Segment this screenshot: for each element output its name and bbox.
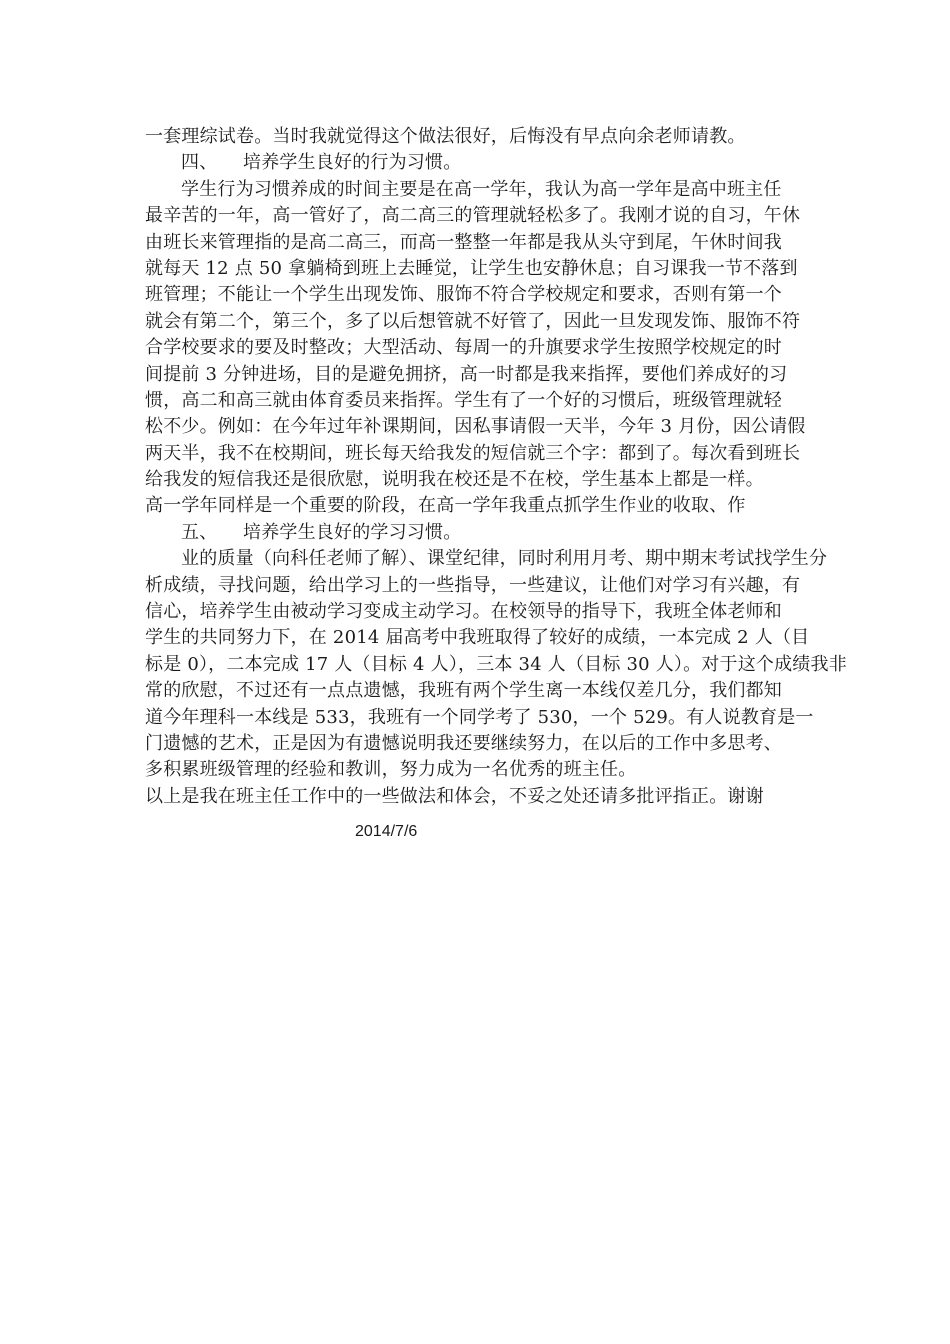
section-title: 培养学生良好的学习习惯。	[243, 521, 462, 543]
section-title: 培养学生良好的行为习惯。	[243, 152, 462, 174]
text-line: 间提前 3 分钟进场，目的是避免拥挤，高一时都是我来指挥，要他们养成好的习	[145, 363, 788, 385]
text-line: 由班长来管理指的是高二高三，而高一整整一年都是我从头守到尾，午休时间我	[145, 231, 782, 253]
text-line: 多积累班级管理的经验和教训，努力成为一名优秀的班主任。	[145, 759, 637, 781]
text-line: 学生的共同努力下，在 2014 届高考中我班取得了较好的成绩，一本完成 2 人（目	[145, 627, 810, 649]
text-line: 标是 0），二本完成 17 人（目标 4 人），三本 34 人（目标 30 人）。对于这个成绩我非	[145, 653, 847, 675]
text-line: 松不少。例如：在今年过年补课期间，因私事请假一天半，今年 3 月份，因公请假	[145, 416, 806, 438]
section-number: 四、	[181, 152, 218, 174]
text-line: 道今年理科一本线是 533，我班有一个同学考了 530，一个 529。有人说教育是一	[145, 706, 814, 728]
paragraph-first-line: 业的质量（向科任老师了解）、课堂纪律，同时利用月考、期中期末考试找学生分	[181, 548, 828, 570]
section-heading-four	[145, 150, 815, 176]
text-line: 高一学年同样是一个重要的阶段，在高一学年我重点抓学生作业的收取、作	[145, 495, 746, 517]
text-line: 最辛苦的一年，高一管好了，高二高三的管理就轻松多了。我刚才说的自习，午休	[145, 205, 801, 227]
text-line: 信心，培养学生由被动学习变成主动学习。在校领导的指导下，我班全体老师和	[145, 601, 782, 623]
text-line: 两天半，我不在校期间，班长每天给我发的短信就三个字：都到了。每次看到班长	[145, 442, 801, 464]
text-line: 门遗憾的艺术，正是因为有遗憾说明我还要继续努力，在以后的工作中多思考、	[145, 732, 782, 754]
text-line: 一套理综试卷。当时我就觉得这个做法很好，后悔没有早点向余老师请教。	[145, 126, 746, 147]
text-line: 班管理；不能让一个学生出现发饰、服饰不符合学校规定和要求，否则有第一个	[145, 284, 782, 306]
text-line: 常的欣慰，不过还有一点点遗憾，我班有两个学生离一本线仅差几分，我们都知	[145, 680, 782, 702]
text-line: 就每天 12 点 50 拿躺椅到班上去睡觉，让学生也安静休息；自习课我一节不落到	[145, 257, 798, 279]
document-date: 2014/7/6	[355, 823, 418, 840]
document-body	[145, 124, 847, 837]
text-line: 就会有第二个，第三个，多了以后想管就不好管了，因此一旦发现发饰、服饰不符	[145, 310, 801, 332]
text-line: 惯，高二和高三就由体育委员来指挥。学生有了一个好的习惯后，班级管理就轻	[145, 389, 782, 411]
text-line: 给我发的短信我还是很欣慰，说明我在校还是不在校，学生基本上都是一样。	[145, 469, 764, 491]
text-line: 合学校要求的要及时整改；大型活动、每周一的升旗要求学生按照学校规定的时	[145, 337, 782, 359]
paragraph-first-line: 学生行为习惯养成的时间主要是在高一学年，我认为高一学年是高中班主任	[181, 178, 782, 200]
closing-line	[145, 810, 815, 836]
section-number: 五、	[181, 521, 218, 543]
text-line: 析成绩，寻找问题，给出学习上的一些指导，一些建议，让他们对学习有兴趣，有	[145, 574, 801, 596]
text-line: 以上是我在班主任工作中的一些做法和体会，不妥之处还请多批评指正。谢谢	[145, 785, 764, 807]
section-heading-five	[145, 520, 815, 546]
